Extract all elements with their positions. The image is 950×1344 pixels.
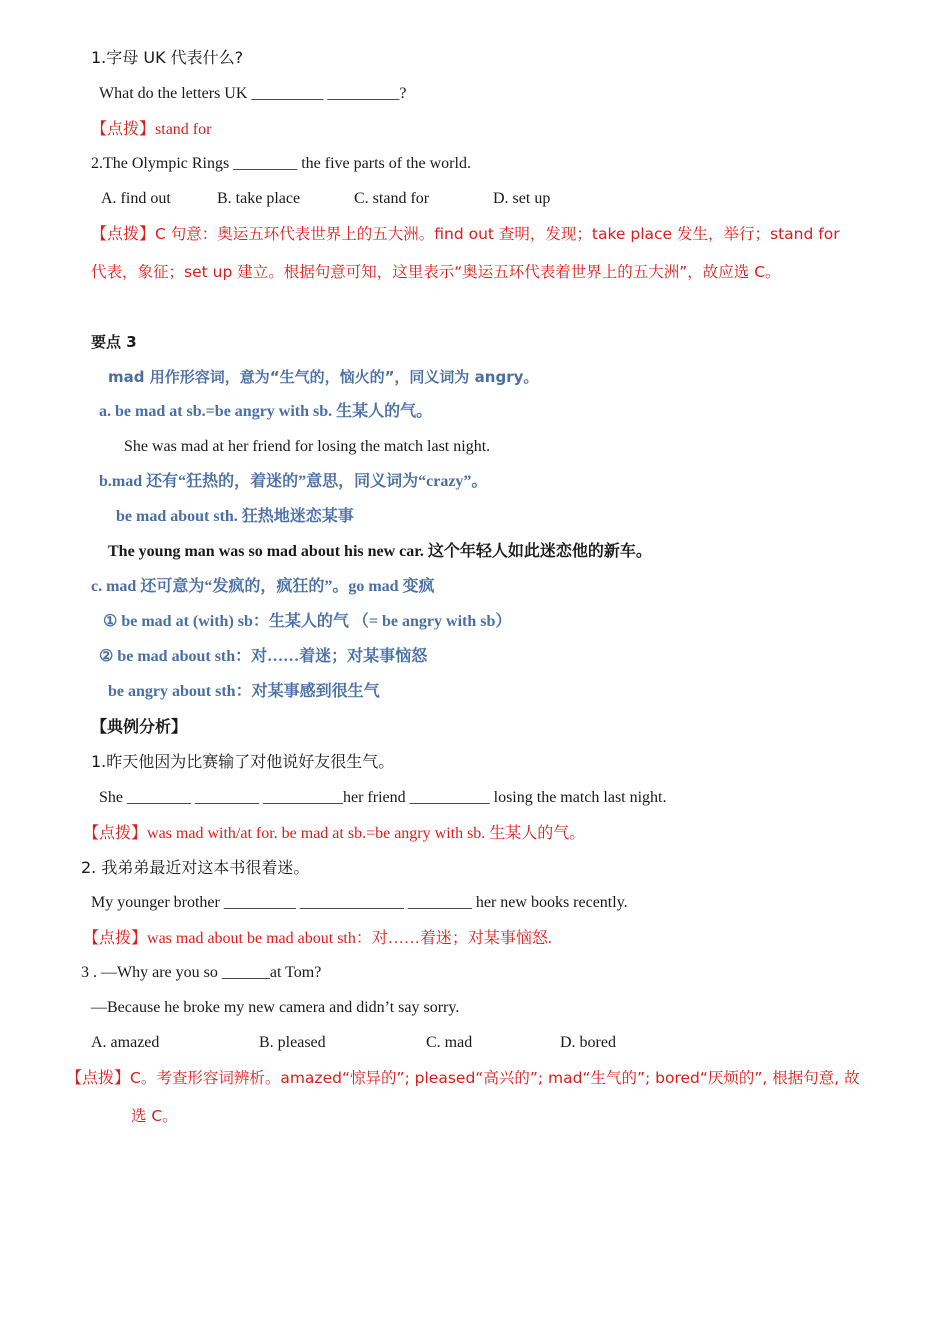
e3-option-c: C. mad bbox=[426, 1034, 473, 1051]
hint-label: 【点拨】 bbox=[91, 119, 156, 138]
e3-option-d: D. bored bbox=[560, 1034, 616, 1051]
hint-label: 【点拨】 bbox=[66, 1068, 131, 1087]
hint-text: C 句意：奥运五环代表世界上的五大洲。find out 查明，发现；take place 发生，举行；stand for bbox=[155, 225, 840, 243]
question-2: 2.The Olympic Rings ________ the five parts of the world. bbox=[91, 155, 471, 172]
point-3-b-phrase: be mad about sth. 狂热地迷恋某事 bbox=[116, 508, 354, 525]
hint-label: 【点拨】 bbox=[83, 823, 148, 842]
hint-e3-line-2: 选 C。 bbox=[131, 1107, 178, 1125]
hint-2-line-2: 代表，象征；set up 建立。根据句意可知，这里表示“奥运五环代表着世界上的五大洲”，故应选 C。 bbox=[91, 263, 781, 281]
hint-text: C。考查形容词辨析。amazed“惊异的”; pleased“高兴的”; mad“生气的”; bored“厌烦的”, 根据句意, 故 bbox=[130, 1069, 860, 1087]
hint-text: was mad with/at for. be mad at sb.=be angry with sb. 生某人的气。 bbox=[147, 825, 586, 842]
point-3-c2: ② be mad about sth：对……着迷；对某事恼怒 bbox=[99, 648, 428, 665]
example-1-english: She ________ ________ __________her friend __________ losing the match last night. bbox=[99, 789, 667, 806]
example-3: 3 . —Why are you so ______at Tom? bbox=[81, 964, 322, 981]
hint-e2 bbox=[83, 928, 552, 949]
point-3-c1: ① be mad at (with) sb：生某人的气 （= be angry with sb） bbox=[103, 613, 512, 630]
point-3-title: 要点 3 bbox=[91, 333, 137, 351]
hint-e3-line-1 bbox=[66, 1068, 860, 1089]
hint-1 bbox=[91, 119, 211, 140]
hint-2-line-1 bbox=[91, 224, 840, 245]
hint-text: stand for bbox=[155, 121, 212, 138]
example-2: 2. 我弟弟最近对这本书很着迷。 bbox=[81, 858, 310, 877]
e3-option-b: B. pleased bbox=[259, 1034, 326, 1051]
point-3-b: b.mad 还有“狂热的，着迷的”意思，同义词为“crazy”。 bbox=[99, 473, 488, 490]
example-2-english: My younger brother _________ _____________ ________ her new books recently. bbox=[91, 894, 628, 911]
option-d: D. set up bbox=[493, 190, 551, 207]
point-3-c: c. mad 还可意为“发疯的，疯狂的”。go mad 变疯 bbox=[91, 578, 435, 595]
examples-title: 【典例分析】 bbox=[91, 717, 188, 736]
point-3-c3: be angry about sth：对某事感到很生气 bbox=[108, 683, 380, 700]
hint-e1 bbox=[83, 823, 585, 844]
e3-option-a: A. amazed bbox=[91, 1034, 160, 1051]
hint-label: 【点拨】 bbox=[83, 928, 148, 947]
point-3-a: a. be mad at sb.=be angry with sb. 生某人的气。 bbox=[99, 403, 433, 420]
point-3-a-example: She was mad at her friend for losing the match last night. bbox=[124, 438, 491, 455]
question-1-english: What do the letters UK _________ _________? bbox=[99, 85, 407, 102]
option-b: B. take place bbox=[217, 190, 301, 207]
hint-text: was mad about be mad about sth：对……着迷；对某事恼怒. bbox=[147, 930, 552, 947]
option-a: A. find out bbox=[101, 190, 171, 207]
example-1: 1.昨天他因为比赛输了对他说好友很生气。 bbox=[91, 752, 395, 771]
point-3-b-example: The young man was so mad about his new car. 这个年轻人如此迷恋他的新车。 bbox=[108, 543, 652, 560]
example-3-reply: —Because he broke my new camera and didn’t say sorry. bbox=[91, 999, 460, 1016]
option-c: C. stand for bbox=[354, 190, 430, 207]
question-1: 1.字母 UK 代表什么? bbox=[91, 48, 244, 67]
point-3-intro: mad 用作形容词，意为“生气的，恼火的”，同义词为 angry。 bbox=[108, 368, 539, 386]
hint-label: 【点拨】 bbox=[91, 224, 156, 243]
